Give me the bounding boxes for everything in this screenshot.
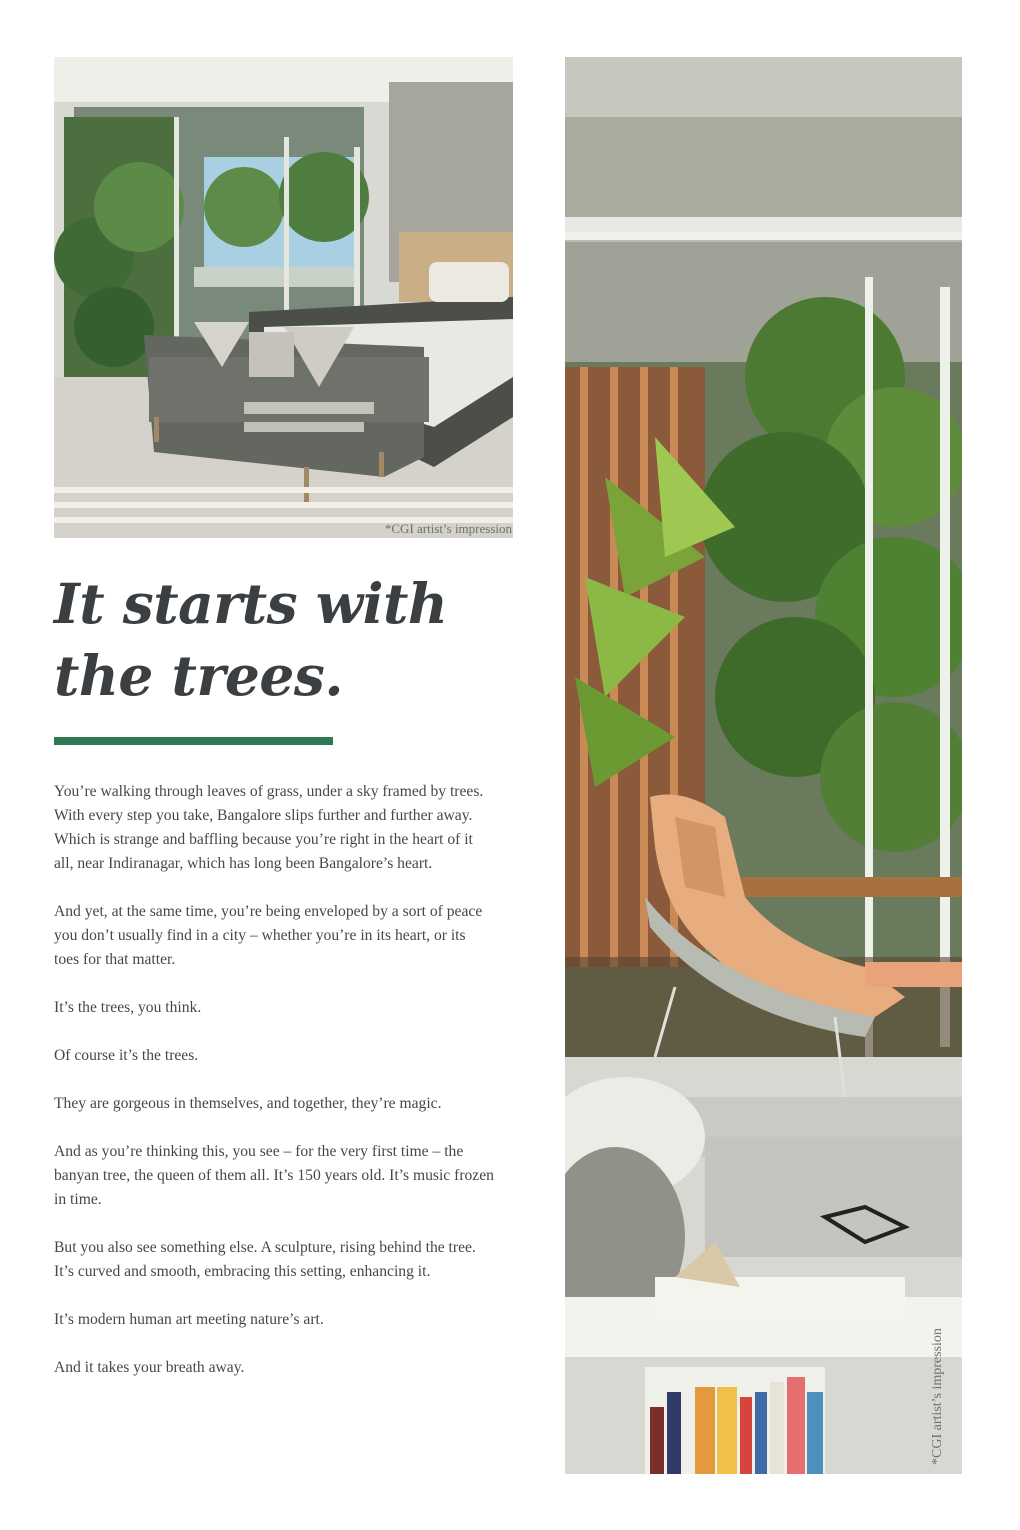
bedroom-image [54,57,513,538]
paragraph: It’s the trees, you think. [54,999,202,1016]
accent-divider [54,737,333,745]
title-line-1: It starts with [54,571,448,636]
lounge-image [565,57,962,1474]
bedroom-illustration [54,57,513,538]
page-title [54,568,524,712]
paragraph: But you also see something else. A sculpture, rising behind the tree. It’s curved and smooth, embracing this setting, enhancing it. [54,1239,476,1280]
image-caption: *CGI artist’s impression [384,521,512,536]
paragraph: It’s modern human art meeting nature’s art. [54,1311,324,1328]
image-caption: *CGI artist’s impression [930,1328,945,1465]
paragraph: They are gorgeous in themselves, and together, they’re magic. [54,1095,442,1112]
paragraph: Of course it’s the trees. [54,1047,199,1064]
paragraph: And it takes your breath away. [54,1359,245,1376]
paragraph: And yet, at the same time, you’re being enveloped by a sort of peace you don’t usually find in a city – whether you’re in its heart, or its toes for that matter. [54,903,483,968]
paragraph: You’re walking through leaves of grass, under a sky framed by trees. With every step you take, Bangalore slips further and further away. Which is strange and baffling because you’re right in the heart of it all, near Indiranagar, which has long been Bangalore’s heart. [54,783,484,872]
body-text [54,780,494,1404]
paragraph: And as you’re thinking this, you see – for the very first time – the banyan tree, the queen of them all. It’s 150 years old. It’s music frozen in time. [54,1143,494,1208]
title-line-2: the trees. [54,643,344,708]
lounge-illustration [565,57,962,1474]
